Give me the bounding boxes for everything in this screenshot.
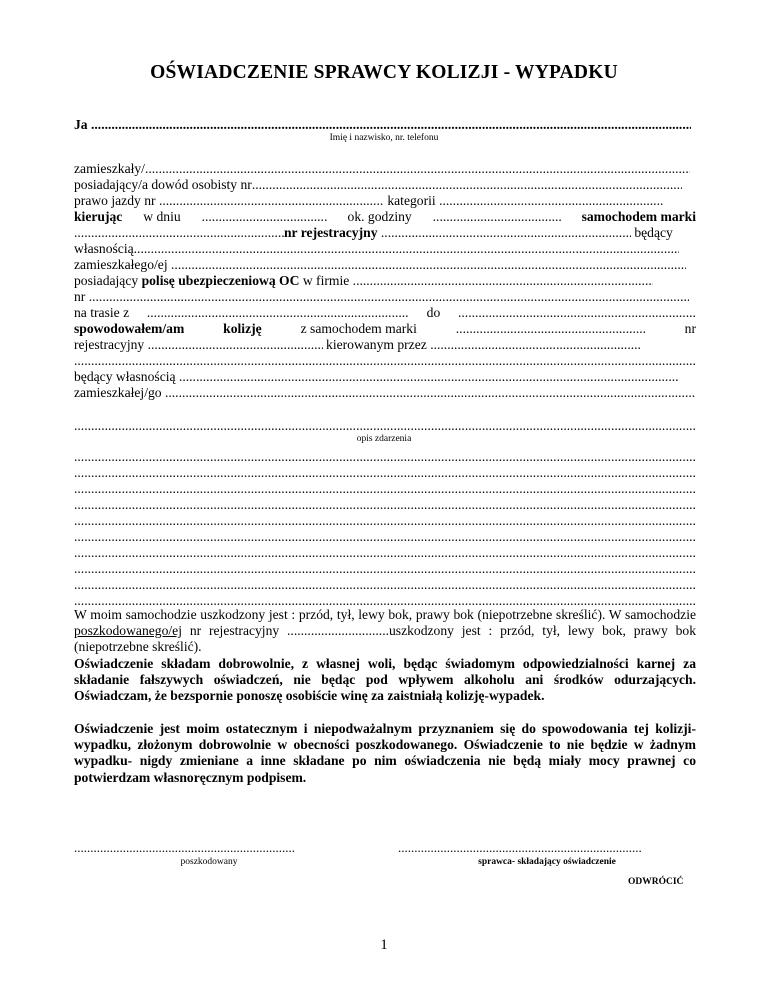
perpetrator-signature-line[interactable]: ........................................................................... — [398, 840, 642, 855]
damage-text-3: uszkodzony jest : przód, tył, lewy bok, prawy bok (niepotrzebne skreślić). — [74, 623, 696, 655]
ownership-dots[interactable] — [134, 241, 679, 257]
time-dots[interactable] — [433, 209, 561, 225]
injured-signature-caption: poszkodowany — [180, 857, 238, 867]
address-dots[interactable] — [145, 161, 690, 177]
other-address-line — [74, 385, 696, 401]
other-owner-label: będący własnością — [74, 369, 176, 384]
declaration-paragraph-1: Oświadczenie składam dobrowolnie, z własnej woli, będąc świadomym odpowiedzialności karnej za składanie fałszywych oświadczeń, nie będąc pod wpływem alkoholu ani środków odurzających. Oświadczam, że bezspornie ponoszę osobiście winę za zaistniałą kolizję-wypadek. — [74, 656, 696, 704]
company-label: w firmie — [302, 273, 350, 288]
description-line — [74, 497, 696, 513]
other-address-dots[interactable] — [165, 385, 695, 401]
policy-number-line — [74, 289, 696, 305]
name-line — [74, 117, 696, 133]
other-car-label: z samochodem marki — [300, 321, 417, 336]
name-caption: Imię i nazwisko, nr. telefonu — [329, 133, 439, 143]
description-line — [74, 513, 696, 529]
perpetrator-signature-caption: sprawca- składający oświadczenie — [478, 857, 616, 867]
driving-line — [74, 209, 696, 225]
id-card-line — [74, 177, 696, 193]
turn-over-note: ODWRÓCIĆ — [628, 877, 684, 887]
description-line — [74, 449, 696, 465]
insurance-line — [74, 273, 696, 289]
other-nr-label: nr — [684, 321, 696, 336]
license-label: prawo jazdy nr — [74, 193, 156, 208]
ownership-label: własnością — [74, 241, 134, 256]
driving-label: kierując — [74, 209, 123, 224]
description-dots[interactable] — [74, 418, 696, 434]
license-line — [74, 193, 696, 209]
car-make-label: samochodem marki — [581, 209, 696, 224]
other-owner-dots[interactable] — [179, 369, 679, 385]
owner-address-label: zamieszkałego/ej — [74, 257, 168, 272]
blank-dots[interactable] — [74, 353, 696, 369]
owner-address-dots[interactable] — [171, 257, 686, 273]
description-dots[interactable] — [74, 497, 696, 513]
license-dots[interactable] — [159, 193, 384, 209]
damage-text-1: W moim samochodzie uszkodzony jest : przód, tył, lewy bok, prawy bok (niepotrzebne skreślić). W samochodzie — [74, 607, 696, 622]
policy-number-dots[interactable] — [89, 289, 689, 305]
injured-registration-dots[interactable]: .............................. — [287, 623, 389, 639]
route-to-dots[interactable] — [458, 305, 696, 321]
description-dots[interactable] — [74, 577, 696, 593]
route-from-dots[interactable] — [147, 305, 409, 321]
other-registration-label: rejestracyjny — [74, 337, 145, 352]
damage-paragraph — [74, 607, 696, 656]
description-dots[interactable] — [74, 513, 696, 529]
other-registration-line — [74, 337, 696, 353]
route-to-label: do — [426, 305, 441, 320]
address-label: zamieszkały/ — [74, 161, 145, 176]
name-dots[interactable] — [91, 117, 691, 133]
ja-label: Ja — [74, 117, 88, 132]
date-label: w dniu — [143, 209, 181, 224]
other-address-label: zamieszkałej/go — [74, 385, 162, 400]
company-dots[interactable] — [353, 273, 653, 289]
description-dots[interactable] — [74, 465, 696, 481]
description-dots[interactable] — [74, 449, 696, 465]
route-from-label: na trasie z — [74, 305, 130, 320]
date-dots[interactable] — [202, 209, 327, 225]
insurance-label: polisę ubezpieczeniową OC — [141, 273, 300, 288]
page-number: 1 — [380, 937, 388, 953]
collision-line — [74, 321, 696, 337]
policy-number-label: nr — [74, 289, 86, 304]
category-dots[interactable] — [439, 193, 664, 209]
car-make-dots[interactable] — [74, 225, 284, 241]
other-car-dots[interactable] — [456, 321, 646, 337]
description-line — [74, 418, 696, 434]
description-line — [74, 577, 696, 593]
time-label: ok. godziny — [347, 209, 412, 224]
id-card-dots[interactable] — [252, 177, 682, 193]
declaration-paragraph-2: Oświadczenie jest moim ostatecznym i niepodważalnym przyznaniem się do spowodowania tej kolizji- wypadku, złożonym dobrowolnie w obecności poszkodowanego. Oświadczenie to nie będzie w żadnym wypadku- nigdy zmieniane a inne składane po nim oświadczenia nie będą miały mocy prawnej co potwierdzam własnoręcznym podpisem. — [74, 721, 696, 785]
id-card-label: posiadający/a dowód osobisty nr — [74, 177, 252, 192]
route-line — [74, 305, 696, 321]
description-line — [74, 529, 696, 545]
category-label: kategorii — [387, 193, 436, 208]
collision-label: kolizję — [223, 321, 262, 336]
description-line — [74, 465, 696, 481]
description-dots[interactable] — [74, 561, 696, 577]
description-dots[interactable] — [74, 529, 696, 545]
description-line — [74, 545, 696, 561]
damage-text-2: nr rejestracyjny — [189, 623, 280, 639]
blank-line — [74, 353, 696, 369]
insurance-prefix: posiadający — [74, 273, 139, 288]
description-dots[interactable] — [74, 545, 696, 561]
page-title: OŚWIADCZENIE SPRAWCY KOLIZJI - WYPADKU — [150, 62, 618, 83]
ownership-line — [74, 241, 696, 257]
registration-line — [74, 225, 696, 241]
owner-address-line — [74, 257, 696, 273]
injured-party-label: poszkodowanego/ej — [74, 623, 182, 639]
registration-label: nr rejestracyjny — [284, 225, 378, 240]
driven-by-label: kierowanym przez — [326, 337, 427, 352]
driven-by-dots[interactable] — [430, 337, 640, 353]
caused-label: spowodowałem/am — [74, 321, 185, 336]
description-caption: opis zdarzenia — [356, 434, 412, 444]
other-owner-line — [74, 369, 696, 385]
registration-dots[interactable] — [381, 225, 631, 241]
description-line — [74, 481, 696, 497]
other-registration-dots[interactable] — [148, 337, 323, 353]
address-line — [74, 161, 696, 177]
being-label: będący — [634, 225, 673, 240]
description-dots[interactable] — [74, 481, 696, 497]
description-line — [74, 561, 696, 577]
injured-signature-line[interactable]: .................................................................... — [74, 840, 295, 855]
